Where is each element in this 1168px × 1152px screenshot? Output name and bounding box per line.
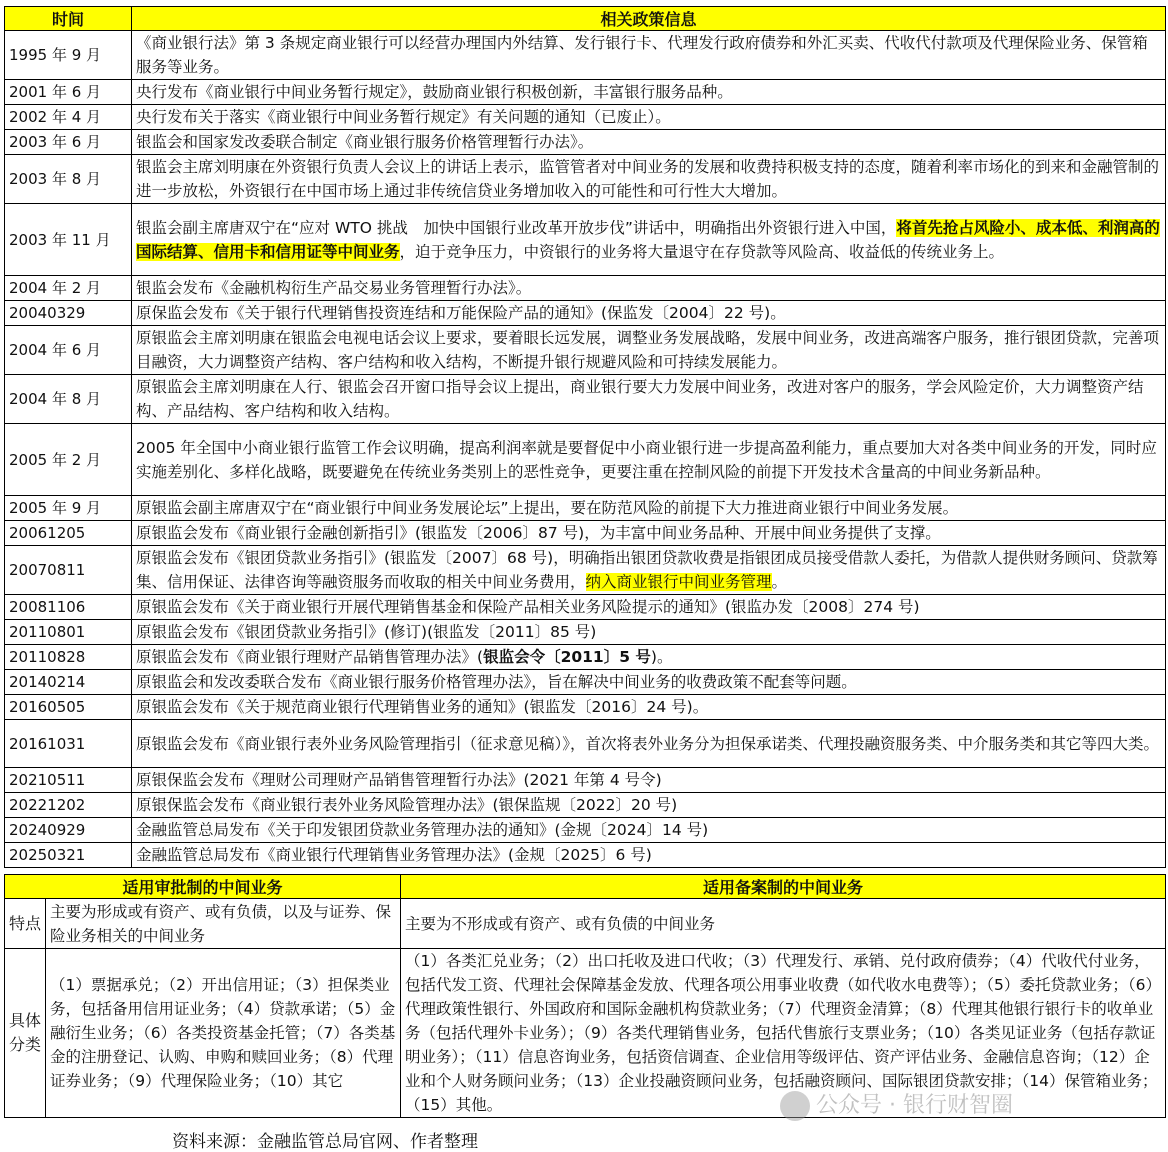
policy-text: 银监会主席刘明康在外资银行负责人会议上的讲话上表示，监管管者对中间业务的发展和收费持积极支持的态度，随着利率市场化的到来和金融管制的进一步放松，外资银行在中国市场上通过非传统信贷业务增加收入的可能性和可行性大大增加。 xyxy=(136,158,1160,200)
policy-date: 2003 年 11 月 xyxy=(5,204,132,276)
policy-description xyxy=(132,155,1166,204)
policy-row xyxy=(5,793,1166,818)
policy-date: 20240929 xyxy=(5,818,132,843)
policy-text: 原银监会发布《商业银行表外业务风险管理指引（征求意见稿）》，首次将表外业务分为担保承诺类、代理投融资服务类、中介服务类和其它等四大类。 xyxy=(136,734,1160,753)
policy-date: 20040329 xyxy=(5,301,132,326)
policy-text: 原银监会主席刘明康在银监会电视电话会议上要求，要着眼长远发展，调整业务发展战略，发展中间业务，改进高端客户服务，推行银团贷款，完善项目融资，大力调整资产结构、客户结构和收入结构，不断提升银行规避风险和可持续发展能力。 xyxy=(136,329,1160,371)
policy-row xyxy=(5,768,1166,793)
policy-date: 2001 年 6 月 xyxy=(5,80,132,105)
policy-row xyxy=(5,695,1166,720)
policy-row xyxy=(5,670,1166,695)
policy-description xyxy=(132,496,1166,521)
policy-text: 金融监管总局发布《商业银行代理销售业务管理办法》(金规〔2025〕6 号) xyxy=(136,846,652,864)
policy-text: 原银监会发布《关于规范商业银行代理销售业务的通知》(银监发〔2016〕24 号)。 xyxy=(136,698,709,716)
policy-date: 2005 年 2 月 xyxy=(5,424,132,496)
policy-text: 原银监会发布《商业银行理财产品销售管理办法》( xyxy=(136,648,484,666)
policy-description xyxy=(132,80,1166,105)
policy-row xyxy=(5,155,1166,204)
policy-date: 20110828 xyxy=(5,645,132,670)
policy-description xyxy=(132,695,1166,720)
policy-date: 20081106 xyxy=(5,595,132,620)
policy-text: 银监会副主席唐双宁在“应对 WTO 挑战 加快中国银行业改革开放步伐”讲话中，明确指出外资银行进入中国， xyxy=(136,218,897,237)
policy-row xyxy=(5,720,1166,768)
policy-row xyxy=(5,620,1166,645)
policy-date: 20070811 xyxy=(5,546,132,595)
policy-timeline-table xyxy=(4,6,1166,868)
policy-date: 2002 年 4 月 xyxy=(5,105,132,130)
policy-text: 原银监会发布《关于商业银行开展代理销售基金和保险产品相关业务风险提示的通知》(银监办发〔2008〕274 号) xyxy=(136,598,920,616)
policy-table-header xyxy=(5,7,1166,31)
policy-date: 20061205 xyxy=(5,521,132,546)
policy-description xyxy=(132,276,1166,301)
policy-date: 2004 年 8 月 xyxy=(5,375,132,424)
policy-date: 2003 年 8 月 xyxy=(5,155,132,204)
policy-text: 2005 年全国中小商业银行监管工作会议明确，提高利润率就是要督促中小商业银行进一步提高盈利能力，重点要加大对各类中间业务的开发，同时应实施差别化、多样化战略，既要避免在传统业务类别上的恶性竞争，更要注重在控制风险的前提下开发技术含量高的中间业务新品种。 xyxy=(136,438,1157,481)
policy-date: 20221202 xyxy=(5,793,132,818)
policy-date: 2003 年 6 月 xyxy=(5,130,132,155)
policy-row xyxy=(5,31,1166,80)
filing-categories: （1）各类汇兑业务；（2）出口托收及进口代收；（3）代理发行、承销、兑付政府债券；（4）代收代付业务，包括代发工资、代理社会保障基金发放、代理各项公用事业收费（如代收水电费等）；（5）委托贷款业务；（6）代理政策性银行、外国政府和国际金融机构贷款业务；（7）代理资金清算；（8）代理其他银行银行卡的收单业务（包括代理外卡业务）；（9）各类代理销售业务，包括代售旅行支票业务；（10）各类见证业务（包括存款证明业务）；（11）信息咨询业务，包括资信调查、企业信用等级评估、资产评估业务、金融信息咨询；（12）企业和个人财务顾问业务；（13）企业投融资顾问业务，包括融资顾问、国际银团贷款安排；（14）保管箱业务；（15）其他。 xyxy=(401,949,1166,1118)
policy-description xyxy=(132,620,1166,645)
time-column-header: 时间 xyxy=(5,7,132,31)
wechat-logo-icon xyxy=(780,1091,810,1121)
policy-description xyxy=(132,31,1166,80)
highlighted-text: 将首先抢占风险小、成本低、利润高的国际结算、信用卡和信用证等中间业务 xyxy=(136,218,1160,261)
policy-description xyxy=(132,670,1166,695)
policy-text: 银监会发布《金融机构衍生产品交易业务管理暂行办法》。 xyxy=(136,279,532,297)
policy-date: 2005 年 9 月 xyxy=(5,496,132,521)
approval-categories: （1）票据承兑；（2）开出信用证；（3）担保类业务，包括备用信用证业务；（4）贷款承诺；（5）金融衍生业务；（6）各类投资基金托管；（7）各类基金的注册登记、认购、申购和赎回业务；（8）代理证券业务；（9）代理保险业务；（10）其它 xyxy=(46,949,401,1118)
policy-description xyxy=(132,768,1166,793)
policy-description xyxy=(132,424,1166,496)
policy-text: 银监会和国家发改委联合制定《商业银行服务价格管理暂行办法》。 xyxy=(136,133,594,151)
policy-description xyxy=(132,645,1166,670)
policy-description xyxy=(132,204,1166,276)
highlighted-text: 纳入商业银行中间业务管理 xyxy=(585,573,772,591)
filing-column-header: 适用备案制的中间业务 xyxy=(401,875,1166,899)
policy-date: 20160505 xyxy=(5,695,132,720)
bold-text: 银监会令〔2011〕5 号 xyxy=(483,648,651,666)
policy-text: 原银监会和发改委联合发布《商业银行服务价格管理办法》，旨在解决中间业务的收费政策不配套等问题。 xyxy=(136,673,857,691)
watermark xyxy=(780,1088,1013,1121)
policy-row xyxy=(5,645,1166,670)
policy-description xyxy=(132,720,1166,768)
policy-description xyxy=(132,546,1166,595)
policy-row xyxy=(5,595,1166,620)
policy-text: 原保监会发布《关于银行代理销售投资连结和万能保险产品的通知》(保监发〔2004〕22 号)。 xyxy=(136,304,786,322)
features-row xyxy=(5,899,1166,949)
policy-text: 《商业银行法》第 3 条规定商业银行可以经营办理国内外结算、发行银行卡、代理发行政府债券和外汇买卖、代收代付款项及代理保险业务、保管箱服务等业务。 xyxy=(136,34,1148,76)
category-table-header xyxy=(5,875,1166,899)
policy-description xyxy=(132,301,1166,326)
policy-text: 原银保监会发布《理财公司理财产品销售管理暂行办法》(2021 年第 4 号令) xyxy=(136,771,662,789)
policy-text: 央行发布《商业银行中间业务暂行规定》，鼓励商业银行积极创新，丰富银行服务品种。 xyxy=(136,83,733,101)
policy-date: 1995 年 9 月 xyxy=(5,31,132,80)
filing-features: 主要为不形成或有资产、或有负债的中间业务 xyxy=(401,899,1166,949)
policy-description xyxy=(132,818,1166,843)
policy-date: 20250321 xyxy=(5,843,132,868)
policy-row xyxy=(5,424,1166,496)
policy-date: 2004 年 2 月 xyxy=(5,276,132,301)
policy-description xyxy=(132,105,1166,130)
policy-row xyxy=(5,130,1166,155)
source-note: 资料来源：金融监管总局官网、作者整理 xyxy=(172,1132,478,1152)
policy-row xyxy=(5,204,1166,276)
policy-description xyxy=(132,375,1166,424)
policy-row xyxy=(5,521,1166,546)
policy-row xyxy=(5,105,1166,130)
policy-text: 。 xyxy=(771,573,788,591)
policy-text: 原银监会主席刘明康在人行、银监会召开窗口指导会议上提出，商业银行要大力发展中间业务，改进对客户的服务，学会风险定价，大力调整资产结构、产品结构、客户结构和收入结构。 xyxy=(136,378,1144,420)
business-category-table xyxy=(4,874,1166,1118)
policy-row xyxy=(5,375,1166,424)
policy-row xyxy=(5,843,1166,868)
policy-row xyxy=(5,496,1166,521)
categories-label: 具体分类 xyxy=(5,949,46,1118)
policy-date: 2004 年 6 月 xyxy=(5,326,132,375)
policy-description xyxy=(132,793,1166,818)
policy-row xyxy=(5,546,1166,595)
watermark-text: 公众号 · 银行财智圈 xyxy=(816,1093,1013,1118)
policy-date: 20140214 xyxy=(5,670,132,695)
policy-row xyxy=(5,326,1166,375)
info-column-header: 相关政策信息 xyxy=(132,7,1166,31)
policy-text: 原银保监会发布《商业银行表外业务风险管理办法》(银保监规〔2022〕20 号) xyxy=(136,796,678,814)
policy-date: 20161031 xyxy=(5,720,132,768)
policy-text: 央行发布关于落实《商业银行中间业务暂行规定》有关问题的通知（已废止）。 xyxy=(136,108,671,126)
policy-text: ，迫于竞争压力，中资银行的业务将大量退守在存贷款等风险高、收益低的传统业务上。 xyxy=(399,242,1005,261)
policy-date: 20110801 xyxy=(5,620,132,645)
policy-row xyxy=(5,276,1166,301)
policy-description xyxy=(132,326,1166,375)
policy-row xyxy=(5,818,1166,843)
approval-column-header: 适用审批制的中间业务 xyxy=(5,875,401,899)
policy-description xyxy=(132,843,1166,868)
policy-text: 原银监会发布《银团贷款业务指引》(修订)(银监发〔2011〕85 号) xyxy=(136,623,597,641)
features-label: 特点 xyxy=(5,899,46,949)
policy-text: 原银监会发布《商业银行金融创新指引》(银监发〔2006〕87 号)，为丰富中间业务品种、开展中间业务提供了支撑。 xyxy=(136,524,941,542)
policy-text: 原银监会副主席唐双宁在“商业银行中间业务发展论坛”上提出，要在防范风险的前提下大力推进商业银行中间业务发展。 xyxy=(136,499,959,517)
policy-row xyxy=(5,301,1166,326)
policy-text: 金融监管总局发布《关于印发银团贷款业务管理办法的通知》(金规〔2024〕14 号) xyxy=(136,821,709,839)
policy-text: 原银监会发布《银团贷款业务指引》(银监发〔2007〕68 号)，明确指出银团贷款收费是指银团成员接受借款人委托，为借款人提供财务顾问、贷款筹集、信用保证、法律咨询等融资服务而收取的相关中间业务费用， xyxy=(136,549,1158,591)
policy-date: 20210511 xyxy=(5,768,132,793)
policy-description xyxy=(132,521,1166,546)
approval-features: 主要为形成或有资产、或有负债，以及与证券、保险业务相关的中间业务 xyxy=(46,899,401,949)
policy-description xyxy=(132,130,1166,155)
policy-row xyxy=(5,80,1166,105)
policy-description xyxy=(132,595,1166,620)
policy-text: )。 xyxy=(650,648,673,666)
